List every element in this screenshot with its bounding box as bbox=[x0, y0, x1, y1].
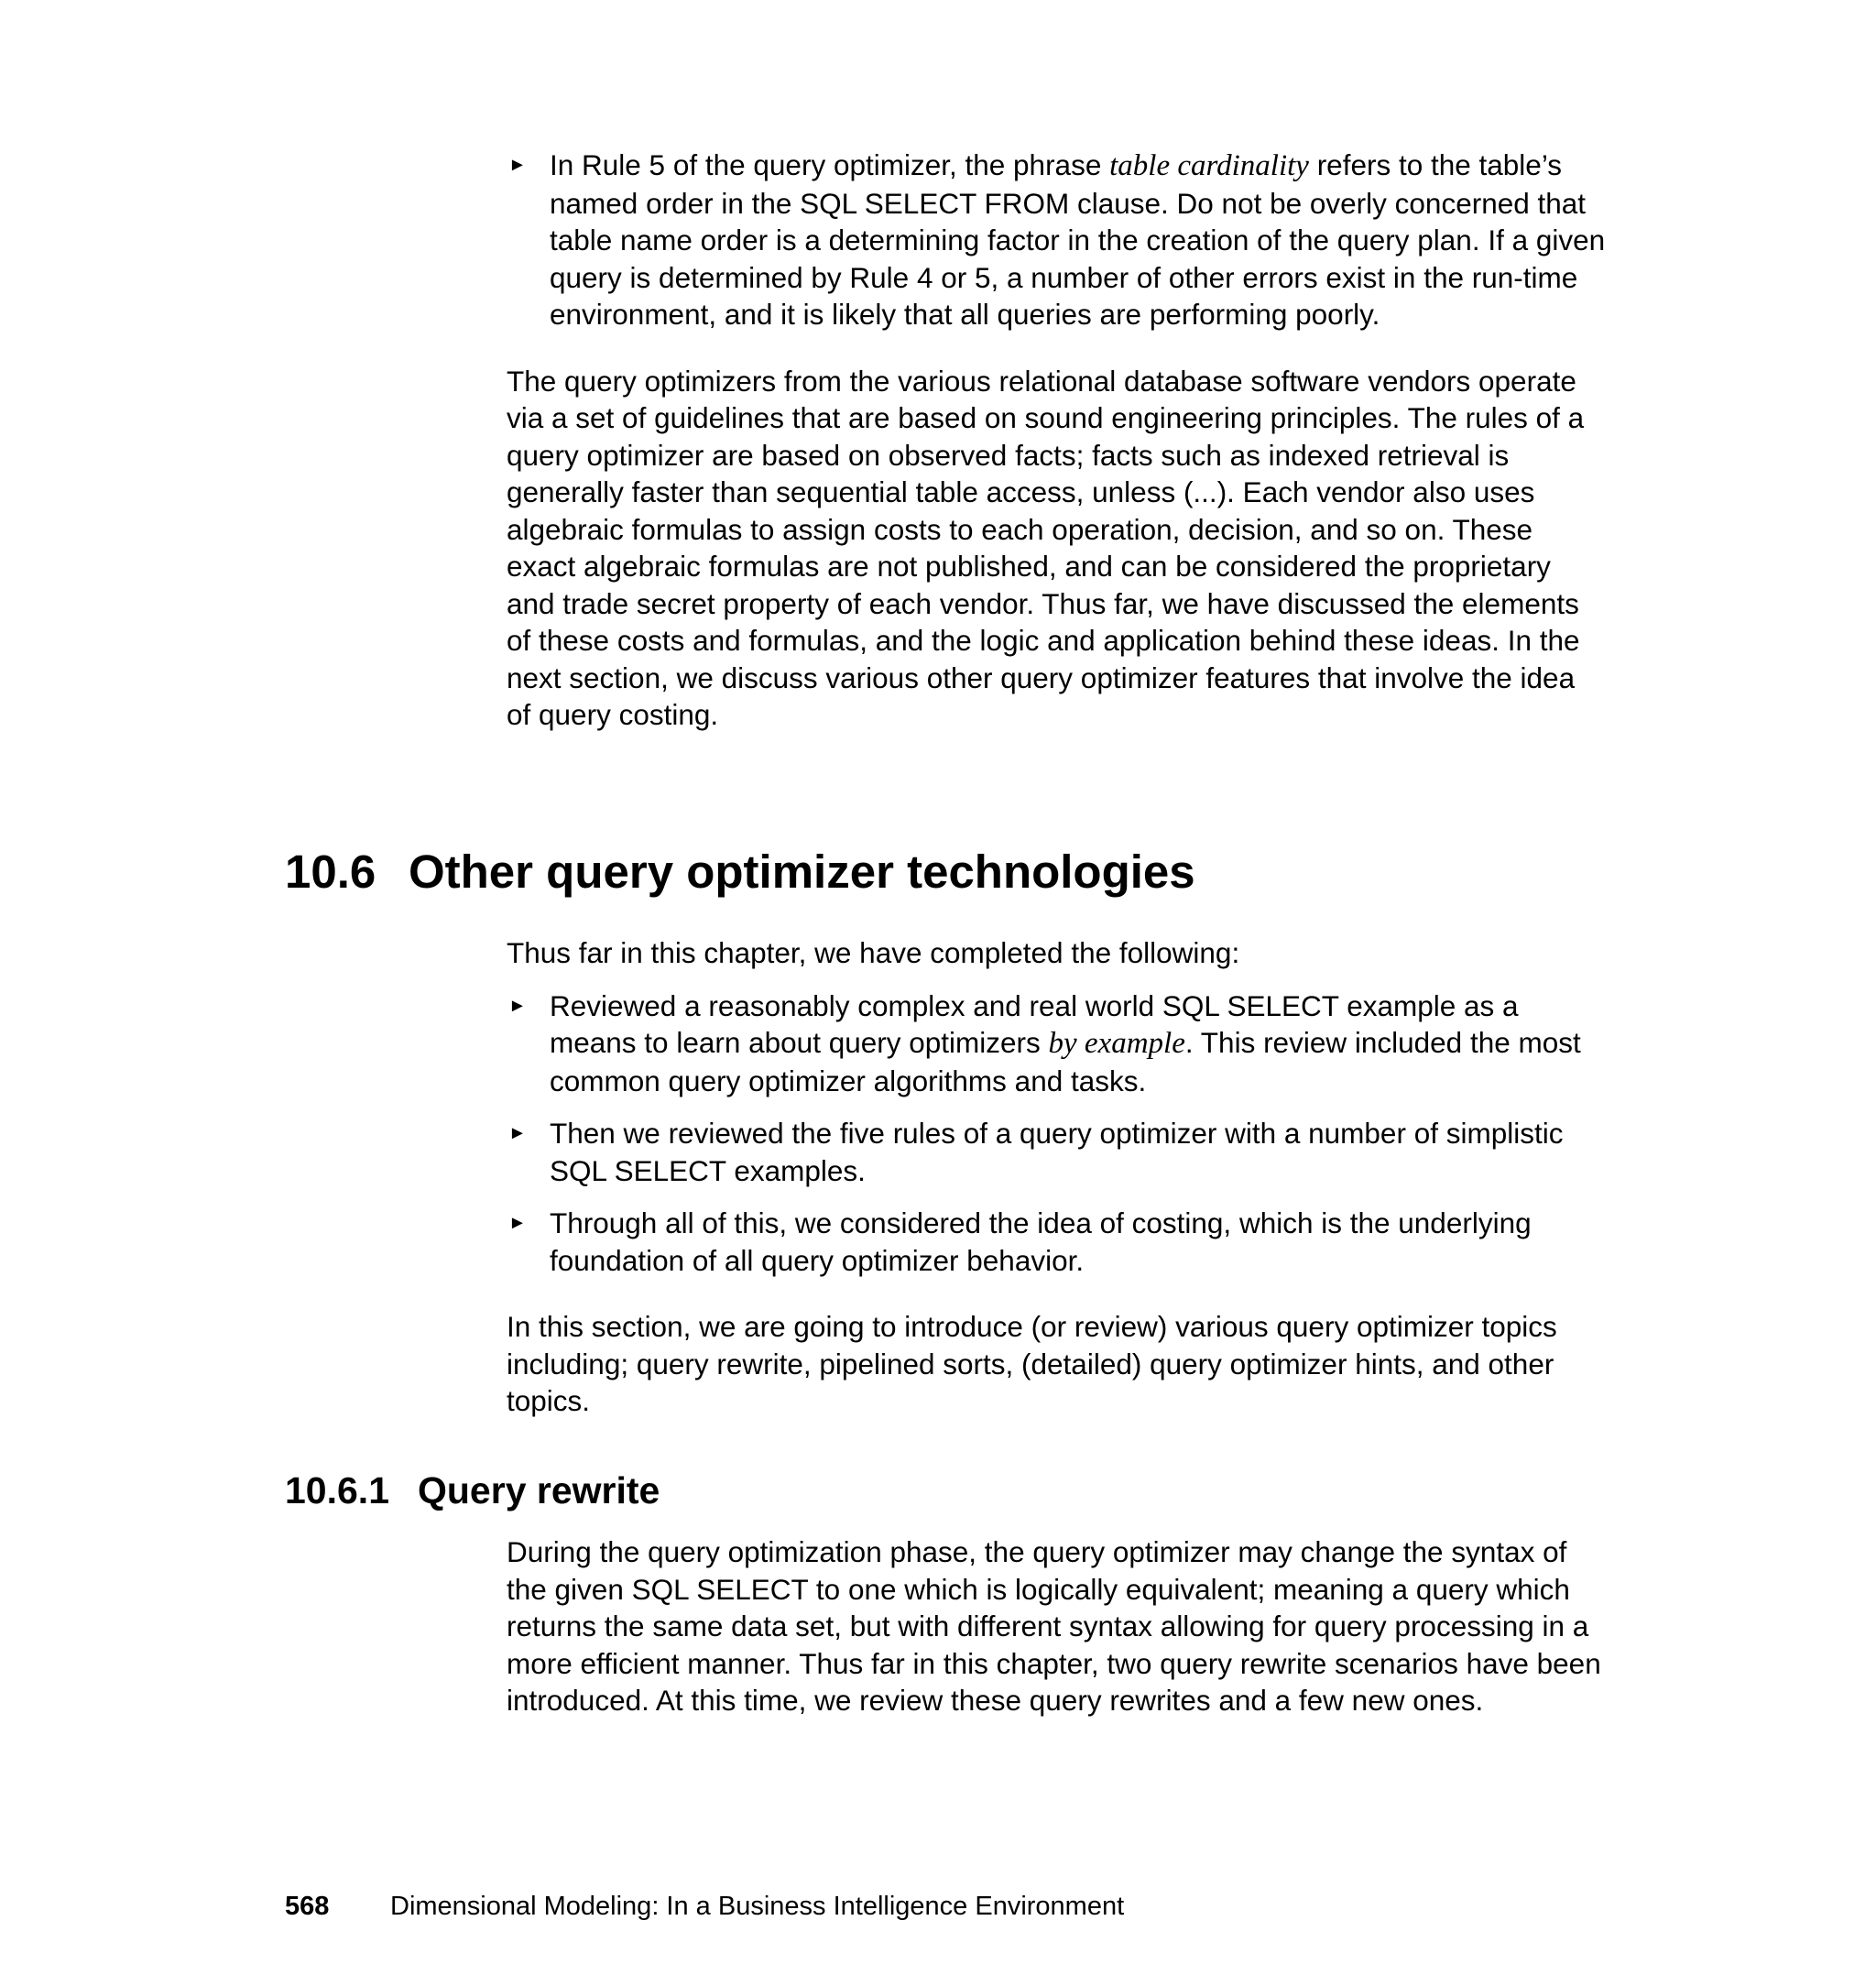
bullet-text-part1: In Rule 5 of the query optimizer, the phrase bbox=[550, 148, 1110, 181]
bullet-arrow-icon: ► bbox=[508, 1213, 527, 1233]
section-closing-paragraph: In this section, we are going to introduce (or review) various query optimizer topics including; query rewrite, pipelined sorts, (detailed) query optimizer hints, and other topics. bbox=[507, 1310, 1557, 1417]
section-intro: Thus far in this chapter, we have completed the following: bbox=[507, 936, 1240, 969]
section-bullet-1 bbox=[507, 988, 1606, 1100]
page-footer bbox=[285, 1890, 1124, 1923]
optimizer-paragraph: The query optimizers from the various relational database software vendors operate via a set of guidelines that are based on sound engineering principles. The rules of a query optimizer are based on observed facts; facts such as indexed retrieval is generally faster than sequential table access, unless (...). Each vendor also uses algebraic formulas to assign costs to each operation, decision, and so on. These exact algebraic formulas are not published, and can be considered the proprietary and trade secret property of each vendor. Thus far, we have discussed the elements of these costs and formulas, and the logic and application behind these ideas. In the next section, we discuss various other query optimizer features that involve the idea of query costing. bbox=[507, 364, 1585, 731]
section-number: 10.6 bbox=[285, 846, 376, 898]
bullet-arrow-icon: ► bbox=[508, 1123, 527, 1143]
page-number: 568 bbox=[285, 1892, 330, 1921]
book-title: Dimensional Modeling: In a Business Intelligence Environment bbox=[390, 1892, 1125, 1921]
bullet-text-part2: refers to the table’s named order in the SQL SELECT FROM clause. Do not be overly concerned that table name order is a determining factor in the creation of the query plan. If a given query is determined by Rule 4 or 5, a number of other errors exist in the run-time environment, and it is likely that all queries are performing poorly. bbox=[550, 148, 1606, 331]
section-bullet-3 bbox=[507, 1205, 1606, 1279]
section-body bbox=[507, 934, 1606, 1420]
bullet-emphasis: table cardinality bbox=[1109, 149, 1309, 182]
bullet-arrow-icon: ► bbox=[508, 995, 527, 1016]
bullet-text-part2: . This review included the most common query optimizer algorithms and tasks. bbox=[550, 1026, 1581, 1097]
bullet-text-part1: Reviewed a reasonably complex and real world SQL SELECT example as a means to learn about query optimizers bbox=[550, 988, 1519, 1059]
section-heading bbox=[285, 845, 1195, 900]
bullet-emphasis: by example bbox=[1048, 1027, 1185, 1060]
section-bullet-2 bbox=[507, 1115, 1606, 1189]
subsection-number: 10.6.1 bbox=[285, 1469, 389, 1511]
top-text-block bbox=[507, 147, 1606, 734]
subsection-body bbox=[507, 1533, 1606, 1719]
subsection-title: Query rewrite bbox=[418, 1469, 660, 1511]
section-title: Other query optimizer technologies bbox=[409, 846, 1195, 898]
bullet-arrow-icon: ► bbox=[508, 155, 527, 175]
bullet-rule5 bbox=[507, 147, 1606, 333]
subsection-heading bbox=[285, 1468, 660, 1513]
bullet-text: Then we reviewed the five rules of a query optimizer with a number of simplistic SQL SELECT examples. bbox=[550, 1117, 1564, 1187]
bullet-text: Through all of this, we considered the idea of costing, which is the underlying foundation of all query optimizer behavior. bbox=[550, 1206, 1532, 1277]
query-rewrite-paragraph: During the query optimization phase, the query optimizer may change the syntax of the given SQL SELECT to one which is logically equivalent; meaning a query which returns the same data set, but with different syntax allowing for query processing in a more efficient manner. Thus far in this chapter, two query rewrite scenarios have been introduced. At this time, we review these query rewrites and a few new ones. bbox=[507, 1535, 1601, 1717]
